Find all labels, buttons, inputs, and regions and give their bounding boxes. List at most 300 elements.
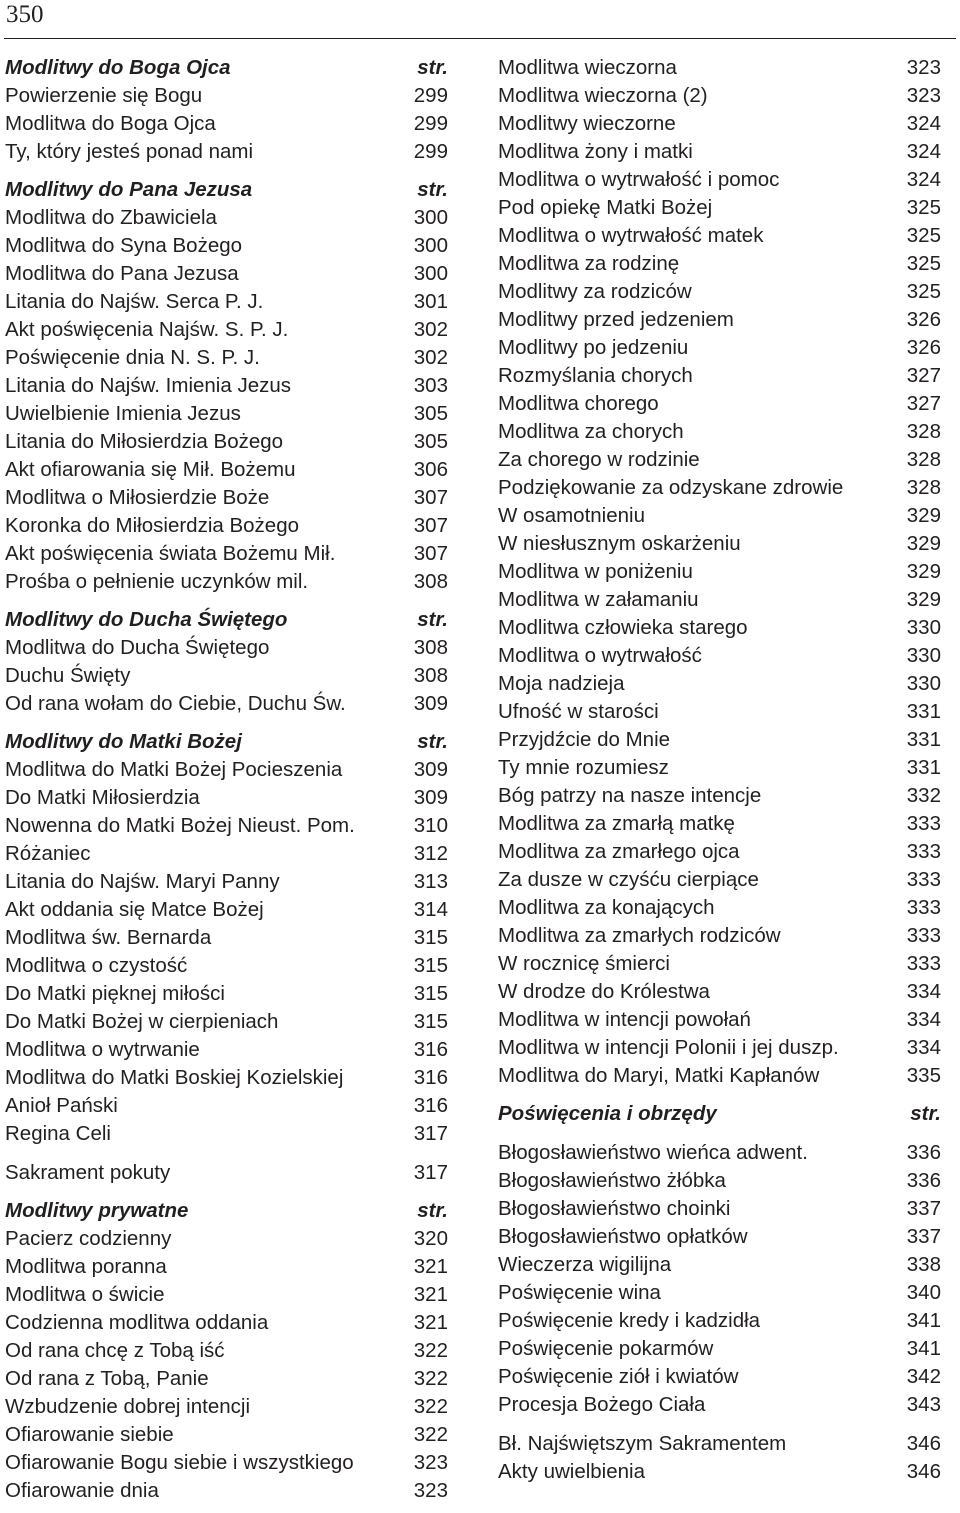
toc-entry bbox=[498, 474, 941, 502]
toc-entry bbox=[5, 512, 448, 540]
toc-entry-title: Poświęcenie pokarmów bbox=[498, 1337, 714, 1360]
toc-entry-title: Poświęcenie wina bbox=[498, 1281, 661, 1304]
toc-entry-page: 316 bbox=[413, 1066, 448, 1089]
toc-entry-page: 326 bbox=[906, 336, 941, 359]
toc-entry-title: Ty mnie rozumiesz bbox=[498, 756, 669, 779]
toc-entry bbox=[498, 502, 941, 530]
toc-entry-page: 314 bbox=[413, 898, 448, 921]
toc-entry-title: Modlitwa do Zbawiciela bbox=[5, 206, 217, 229]
toc-entry bbox=[5, 1120, 448, 1148]
section-heading bbox=[498, 1100, 941, 1128]
toc-entry-page: 331 bbox=[906, 728, 941, 751]
toc-entry-title: Modlitwa za chorych bbox=[498, 420, 684, 443]
toc-entry-title: Modlitwy przed jedzeniem bbox=[498, 308, 734, 331]
toc-entry-title: W osamotnieniu bbox=[498, 504, 645, 527]
toc-entry-title: Modlitwy po jedzeniu bbox=[498, 336, 689, 359]
toc-entry bbox=[5, 1393, 448, 1421]
toc-entry-title: Modlitwa człowieka starego bbox=[498, 616, 748, 639]
toc-entry-title: Duchu Święty bbox=[5, 664, 131, 687]
toc-entry bbox=[5, 400, 448, 428]
toc-entry-title: W rocznicę śmierci bbox=[498, 952, 670, 975]
toc-entry bbox=[498, 306, 941, 334]
toc-entry bbox=[5, 428, 448, 456]
toc-entry-page: 329 bbox=[906, 532, 941, 555]
toc-entry-page: 342 bbox=[906, 1365, 941, 1388]
toc-entry bbox=[5, 1253, 448, 1281]
toc-entry-page: 308 bbox=[413, 664, 448, 687]
toc-entry-title: Uwielbienie Imienia Jezus bbox=[5, 402, 241, 425]
toc-entry-page: 333 bbox=[906, 868, 941, 891]
toc-entry-title: Modlitwa wieczorna bbox=[498, 56, 677, 79]
toc-entry bbox=[498, 1335, 941, 1363]
toc-entry bbox=[498, 222, 941, 250]
toc-entry-page: 329 bbox=[906, 588, 941, 611]
toc-entry-title: Modlitwa do Boga Ojca bbox=[5, 112, 216, 135]
toc-entry-title: Procesja Bożego Ciała bbox=[498, 1393, 706, 1416]
toc-entry bbox=[5, 138, 448, 166]
toc-entry-title: Modlitwa do Matki Bożej Pocieszenia bbox=[5, 758, 343, 781]
toc-entry bbox=[5, 756, 448, 784]
toc-entry bbox=[5, 1421, 448, 1449]
toc-entry-title: Wzbudzenie dobrej intencji bbox=[5, 1395, 250, 1418]
toc-entry bbox=[5, 1365, 448, 1393]
toc-entry bbox=[5, 204, 448, 232]
toc-entry-title: Sakrament pokuty bbox=[5, 1161, 171, 1184]
toc-entry-page: 323 bbox=[413, 1479, 448, 1502]
toc-entry-page: 308 bbox=[413, 636, 448, 659]
toc-entry bbox=[498, 1006, 941, 1034]
toc-entry bbox=[498, 1458, 941, 1486]
toc-entry-page: 309 bbox=[413, 692, 448, 715]
section-heading-page-label: str. bbox=[417, 730, 448, 753]
toc-entry-title: Ofiarowanie Bogu siebie i wszystkiego bbox=[5, 1451, 354, 1474]
toc-entry-title: W drodze do Królestwa bbox=[498, 980, 710, 1003]
section-heading bbox=[5, 54, 448, 82]
toc-entry bbox=[5, 690, 448, 718]
toc-entry-page: 331 bbox=[906, 756, 941, 779]
toc-entry-page: 327 bbox=[906, 392, 941, 415]
toc-entry-page: 340 bbox=[906, 1281, 941, 1304]
toc-entry bbox=[5, 1309, 448, 1337]
toc-entry-page: 329 bbox=[906, 504, 941, 527]
section-heading bbox=[5, 1197, 448, 1225]
toc-entry-page: 341 bbox=[906, 1309, 941, 1332]
toc-entry bbox=[5, 896, 448, 924]
toc-entry-title: Modlitwa za zmarłego ojca bbox=[498, 840, 740, 863]
toc-entry-page: 334 bbox=[906, 980, 941, 1003]
toc-entry bbox=[5, 1092, 448, 1120]
toc-entry-page: 336 bbox=[906, 1169, 941, 1192]
toc-entry-page: 325 bbox=[906, 224, 941, 247]
toc-entry-title: Do Matki Miłosierdzia bbox=[5, 786, 200, 809]
toc-entry-title: Modlitwa do Maryi, Matki Kapłanów bbox=[498, 1064, 820, 1087]
toc-entry-title: Modlitwa w intencji Polonii i jej duszp. bbox=[498, 1036, 839, 1059]
toc-entry-page: 328 bbox=[906, 448, 941, 471]
toc-entry bbox=[498, 166, 941, 194]
section-heading-title: Modlitwy do Ducha Świętego bbox=[5, 608, 288, 631]
toc-entry-page: 300 bbox=[413, 234, 448, 257]
toc-entry-title: Modlitwa w załamaniu bbox=[498, 588, 699, 611]
toc-entry-title: Do Matki pięknej miłości bbox=[5, 982, 225, 1005]
toc-entry-page: 299 bbox=[413, 140, 448, 163]
toc-entry-page: 337 bbox=[906, 1197, 941, 1220]
toc-entry-title: Przyjdźcie do Mnie bbox=[498, 728, 671, 751]
toc-entry-title: Różaniec bbox=[5, 842, 91, 865]
toc-entry-title: Modlitwy za rodziców bbox=[498, 280, 692, 303]
toc-entry bbox=[498, 194, 941, 222]
toc-entry-title: Modlitwa do Ducha Świętego bbox=[5, 636, 270, 659]
toc-entry bbox=[498, 1251, 941, 1279]
toc-entry-page: 313 bbox=[413, 870, 448, 893]
toc-entry-title: Bóg patrzy na nasze intencje bbox=[498, 784, 762, 807]
toc-entry-page: 316 bbox=[413, 1094, 448, 1117]
toc-entry-page: 325 bbox=[906, 280, 941, 303]
toc-entry-title: Modlitwy wieczorne bbox=[498, 112, 676, 135]
toc-entry-title: Od rana z Tobą, Panie bbox=[5, 1367, 209, 1390]
toc-entry-page: 338 bbox=[906, 1253, 941, 1276]
toc-entry-page: 305 bbox=[413, 402, 448, 425]
toc-entry bbox=[498, 866, 941, 894]
toc-entry bbox=[5, 344, 448, 372]
toc-entry-page: 333 bbox=[906, 812, 941, 835]
toc-entry-title: Modlitwa o Miłosierdzie Boże bbox=[5, 486, 270, 509]
toc-entry bbox=[5, 1036, 448, 1064]
toc-entry-title: Modlitwa o świcie bbox=[5, 1283, 165, 1306]
toc-entry-page: 317 bbox=[413, 1161, 448, 1184]
toc-entry bbox=[5, 812, 448, 840]
toc-entry-page: 315 bbox=[413, 954, 448, 977]
toc-entry-page: 346 bbox=[906, 1432, 941, 1455]
toc-entry bbox=[5, 1159, 448, 1187]
toc-entry-page: 307 bbox=[413, 514, 448, 537]
section-heading-page-label: str. bbox=[417, 56, 448, 79]
toc-entry bbox=[498, 586, 941, 614]
toc-entry-page: 341 bbox=[906, 1337, 941, 1360]
toc-entry-page: 336 bbox=[906, 1141, 941, 1164]
toc-entry-page: 334 bbox=[906, 1008, 941, 1031]
toc-entry-title: Modlitwa o wytrwałość bbox=[498, 644, 702, 667]
toc-entry-title: Modlitwa o wytrwanie bbox=[5, 1038, 200, 1061]
toc-entry bbox=[5, 952, 448, 980]
toc-entry bbox=[5, 1477, 448, 1505]
toc-entry-page: 322 bbox=[413, 1339, 448, 1362]
toc-entry-page: 307 bbox=[413, 542, 448, 565]
toc-entry bbox=[498, 782, 941, 810]
toc-entry bbox=[5, 980, 448, 1008]
toc-entry bbox=[5, 784, 448, 812]
toc-entry-title: Modlitwa do Syna Bożego bbox=[5, 234, 243, 257]
toc-entry-page: 333 bbox=[906, 952, 941, 975]
toc-entry bbox=[498, 922, 941, 950]
toc-entry-page: 301 bbox=[413, 290, 448, 313]
toc-entry-title: Poświęcenie dnia N. S. P. J. bbox=[5, 346, 260, 369]
toc-entry-page: 321 bbox=[413, 1311, 448, 1334]
toc-entry-title: Modlitwa o czystość bbox=[5, 954, 188, 977]
toc-entry-title: Modlitwa o wytrwałość matek bbox=[498, 224, 764, 247]
toc-entry-page: 327 bbox=[906, 364, 941, 387]
toc-entry-page: 299 bbox=[413, 84, 448, 107]
section-heading bbox=[5, 606, 448, 634]
toc-entry bbox=[498, 1062, 941, 1090]
toc-entry bbox=[498, 334, 941, 362]
toc-entry bbox=[498, 754, 941, 782]
toc-entry-page: 320 bbox=[413, 1227, 448, 1250]
toc-entry bbox=[5, 568, 448, 596]
toc-entry-page: 317 bbox=[413, 1122, 448, 1145]
toc-entry bbox=[498, 1391, 941, 1419]
toc-entry-title: Ofiarowanie dnia bbox=[5, 1479, 159, 1502]
toc-entry-page: 322 bbox=[413, 1367, 448, 1390]
toc-entry-page: 329 bbox=[906, 560, 941, 583]
toc-entry-page: 330 bbox=[906, 644, 941, 667]
toc-entry bbox=[5, 1064, 448, 1092]
toc-entry bbox=[5, 232, 448, 260]
toc-entry bbox=[498, 54, 941, 82]
toc-entry-page: 299 bbox=[413, 112, 448, 135]
section-heading bbox=[5, 176, 448, 204]
toc-entry-page: 305 bbox=[413, 430, 448, 453]
toc-entry-title: Modlitwa za konających bbox=[498, 896, 715, 919]
toc-entry-page: 324 bbox=[906, 140, 941, 163]
toc-entry-page: 302 bbox=[413, 318, 448, 341]
toc-entry-title: Codzienna modlitwa oddania bbox=[5, 1311, 269, 1334]
toc-entry-page: 309 bbox=[413, 786, 448, 809]
toc-entry bbox=[5, 840, 448, 868]
toc-entry-title: Modlitwa żony i matki bbox=[498, 140, 693, 163]
toc-entry bbox=[498, 530, 941, 558]
toc-entry-page: 321 bbox=[413, 1283, 448, 1306]
toc-entry bbox=[498, 138, 941, 166]
toc-entry-page: 333 bbox=[906, 896, 941, 919]
toc-entry-page: 315 bbox=[413, 1010, 448, 1033]
toc-entry-page: 300 bbox=[413, 206, 448, 229]
toc-entry-title: Anioł Pański bbox=[5, 1094, 118, 1117]
toc-entry-title: Modlitwa wieczorna (2) bbox=[498, 84, 708, 107]
toc-entry bbox=[5, 288, 448, 316]
toc-entry-title: Błogosławieństwo opłatków bbox=[498, 1225, 748, 1248]
toc-entry-title: Błogosławieństwo żłóbka bbox=[498, 1169, 726, 1192]
toc-entry bbox=[5, 316, 448, 344]
toc-entry bbox=[5, 540, 448, 568]
toc-entry bbox=[498, 1034, 941, 1062]
toc-entry bbox=[498, 642, 941, 670]
toc-entry bbox=[5, 662, 448, 690]
toc-entry bbox=[498, 1167, 941, 1195]
toc-entry-title: Koronka do Miłosierdzia Bożego bbox=[5, 514, 299, 537]
toc-entry-title: Rozmyślania chorych bbox=[498, 364, 693, 387]
toc-entry-title: Modlitwa w intencji powołań bbox=[498, 1008, 751, 1031]
toc-entry-page: 324 bbox=[906, 112, 941, 135]
toc-entry-page: 328 bbox=[906, 476, 941, 499]
toc-entry-title: W niesłusznym oskarżeniu bbox=[498, 532, 741, 555]
toc-entry-page: 334 bbox=[906, 1036, 941, 1059]
toc-entry-title: Litania do Miłosierdzia Bożego bbox=[5, 430, 284, 453]
toc-entry bbox=[5, 82, 448, 110]
toc-entry-page: 310 bbox=[413, 814, 448, 837]
header-rule bbox=[4, 38, 956, 39]
toc-entry bbox=[498, 390, 941, 418]
toc-entry bbox=[498, 110, 941, 138]
toc-entry-page: 330 bbox=[906, 616, 941, 639]
toc-entry-title: Pod opiekę Matki Bożej bbox=[498, 196, 713, 219]
toc-entry bbox=[498, 950, 941, 978]
toc-entry bbox=[498, 1139, 941, 1167]
toc-entry bbox=[498, 670, 941, 698]
toc-entry bbox=[498, 278, 941, 306]
toc-entry bbox=[5, 260, 448, 288]
toc-entry-title: Za dusze w czyśću cierpiące bbox=[498, 868, 759, 891]
toc-entry-title: Ufność w starości bbox=[498, 700, 659, 723]
toc-entry-page: 322 bbox=[413, 1423, 448, 1446]
section-heading-page-label: str. bbox=[417, 608, 448, 631]
toc-entry-page: 303 bbox=[413, 374, 448, 397]
toc-entry bbox=[5, 634, 448, 662]
toc-entry-title: Akt ofiarowania się Mił. Bożemu bbox=[5, 458, 296, 481]
toc-entry bbox=[498, 698, 941, 726]
toc-entry bbox=[498, 614, 941, 642]
toc-entry-title: Pacierz codzienny bbox=[5, 1227, 172, 1250]
toc-entry bbox=[5, 110, 448, 138]
toc-entry-page: 325 bbox=[906, 252, 941, 275]
toc-entry-title: Litania do Najśw. Maryi Panny bbox=[5, 870, 280, 893]
toc-entry bbox=[498, 1195, 941, 1223]
toc-entry-page: 330 bbox=[906, 672, 941, 695]
toc-entry-title: Ty, który jesteś ponad nami bbox=[5, 140, 254, 163]
toc-entry-title: Podziękowanie za odzyskane zdrowie bbox=[498, 476, 844, 499]
toc-entry-page: 300 bbox=[413, 262, 448, 285]
toc-entry-page: 325 bbox=[906, 196, 941, 219]
toc-entry-page: 316 bbox=[413, 1038, 448, 1061]
toc-entry-page: 326 bbox=[906, 308, 941, 331]
toc-entry-title: Błogosławieństwo wieńca adwent. bbox=[498, 1141, 808, 1164]
toc-entry-title: Błogosławieństwo choinki bbox=[498, 1197, 731, 1220]
toc-entry-title: Za chorego w rodzinie bbox=[498, 448, 700, 471]
toc-entry-title: Modlitwa za zmarłą matkę bbox=[498, 812, 735, 835]
toc-entry-title: Litania do Najśw. Imienia Jezus bbox=[5, 374, 292, 397]
toc-entry-title: Ofiarowanie siebie bbox=[5, 1423, 174, 1446]
toc-entry bbox=[498, 1430, 941, 1458]
toc-entry-page: 328 bbox=[906, 420, 941, 443]
section-heading-title: Modlitwy do Boga Ojca bbox=[5, 56, 231, 79]
section-heading-page-label: str. bbox=[417, 1199, 448, 1222]
toc-entry bbox=[498, 838, 941, 866]
toc-entry-title: Wieczerza wigilijna bbox=[498, 1253, 672, 1276]
toc-entry-page: 315 bbox=[413, 926, 448, 949]
toc-entry bbox=[5, 1337, 448, 1365]
toc-entry-page: 331 bbox=[906, 700, 941, 723]
toc-entry-title: Akt poświęcenia Najśw. S. P. J. bbox=[5, 318, 289, 341]
toc-entry-title: Modlitwa do Pana Jezusa bbox=[5, 262, 239, 285]
toc-entry-title: Do Matki Bożej w cierpieniach bbox=[5, 1010, 279, 1033]
section-heading-title: Poświęcenia i obrzędy bbox=[498, 1102, 717, 1125]
page-number: 350 bbox=[6, 1, 44, 28]
toc-entry-page: 323 bbox=[413, 1451, 448, 1474]
toc-entry-page: 307 bbox=[413, 486, 448, 509]
toc-entry-page: 323 bbox=[906, 56, 941, 79]
toc-entry-page: 333 bbox=[906, 840, 941, 863]
toc-entry bbox=[498, 1223, 941, 1251]
toc-entry-page: 309 bbox=[413, 758, 448, 781]
toc-entry bbox=[498, 558, 941, 586]
section-heading-title: Modlitwy do Pana Jezusa bbox=[5, 178, 253, 201]
toc-entry-page: 308 bbox=[413, 570, 448, 593]
toc-entry-title: Poświęcenie ziół i kwiatów bbox=[498, 1365, 739, 1388]
toc-entry-title: Modlitwa za rodzinę bbox=[498, 252, 680, 275]
toc-entry bbox=[498, 726, 941, 754]
toc-entry-title: Modlitwa chorego bbox=[498, 392, 659, 415]
toc-entry-page: 306 bbox=[413, 458, 448, 481]
toc-entry-title: Modlitwa w poniżeniu bbox=[498, 560, 693, 583]
toc-entry bbox=[498, 894, 941, 922]
toc-entry-title: Regina Celi bbox=[5, 1122, 111, 1145]
toc-entry-page: 332 bbox=[906, 784, 941, 807]
toc-entry bbox=[498, 446, 941, 474]
toc-entry-title: Bł. Najświętszym Sakramentem bbox=[498, 1432, 787, 1455]
toc-entry bbox=[5, 1008, 448, 1036]
toc-entry-title: Modlitwa poranna bbox=[5, 1255, 167, 1278]
section-heading-title: Modlitwy do Matki Bożej bbox=[5, 730, 242, 753]
toc-entry-title: Litania do Najśw. Serca P. J. bbox=[5, 290, 264, 313]
toc-right-column bbox=[498, 54, 941, 1486]
toc-entry-title: Modlitwa za zmarłych rodziców bbox=[498, 924, 781, 947]
toc-entry-page: 315 bbox=[413, 982, 448, 1005]
section-heading-page-label: str. bbox=[417, 178, 448, 201]
toc-entry bbox=[498, 362, 941, 390]
toc-left-column bbox=[5, 54, 448, 1505]
toc-entry bbox=[498, 978, 941, 1006]
toc-entry-page: 324 bbox=[906, 168, 941, 191]
toc-entry-page: 333 bbox=[906, 924, 941, 947]
toc-entry bbox=[498, 418, 941, 446]
toc-entry bbox=[5, 868, 448, 896]
toc-entry bbox=[5, 484, 448, 512]
toc-entry bbox=[498, 810, 941, 838]
toc-entry bbox=[5, 1225, 448, 1253]
toc-entry-title: Modlitwa do Matki Boskiej Kozielskiej bbox=[5, 1066, 344, 1089]
toc-entry-title: Nowenna do Matki Bożej Nieust. Pom. bbox=[5, 814, 355, 837]
section-heading bbox=[5, 728, 448, 756]
toc-entry-title: Modlitwa św. Bernarda bbox=[5, 926, 212, 949]
toc-entry-page: 346 bbox=[906, 1460, 941, 1483]
toc-entry-page: 312 bbox=[413, 842, 448, 865]
toc-entry-title: Akty uwielbienia bbox=[498, 1460, 645, 1483]
toc-entry-page: 322 bbox=[413, 1395, 448, 1418]
toc-entry-page: 302 bbox=[413, 346, 448, 369]
toc-entry bbox=[5, 372, 448, 400]
toc-entry-page: 323 bbox=[906, 84, 941, 107]
toc-entry bbox=[5, 456, 448, 484]
toc-entry-title: Prośba o pełnienie uczynków mil. bbox=[5, 570, 309, 593]
toc-entry bbox=[5, 1281, 448, 1309]
toc-entry-title: Akt oddania się Matce Bożej bbox=[5, 898, 264, 921]
toc-entry-title: Poświęcenie kredy i kadzidła bbox=[498, 1309, 761, 1332]
toc-entry bbox=[498, 250, 941, 278]
toc-entry-title: Od rana wołam do Ciebie, Duchu Św. bbox=[5, 692, 346, 715]
toc-entry bbox=[498, 82, 941, 110]
section-heading-title: Modlitwy prywatne bbox=[5, 1199, 189, 1222]
toc-entry-title: Akt poświęcenia świata Bożemu Mił. bbox=[5, 542, 336, 565]
toc-entry-page: 321 bbox=[413, 1255, 448, 1278]
toc-entry bbox=[5, 1449, 448, 1477]
section-heading-page-label: str. bbox=[910, 1102, 941, 1125]
toc-entry bbox=[498, 1307, 941, 1335]
toc-entry-title: Od rana chcę z Tobą iść bbox=[5, 1339, 225, 1362]
toc-entry bbox=[498, 1279, 941, 1307]
toc-entry-title: Powierzenie się Bogu bbox=[5, 84, 203, 107]
toc-entry-page: 337 bbox=[906, 1225, 941, 1248]
toc-entry-page: 343 bbox=[906, 1393, 941, 1416]
toc-entry-title: Modlitwa o wytrwałość i pomoc bbox=[498, 168, 780, 191]
